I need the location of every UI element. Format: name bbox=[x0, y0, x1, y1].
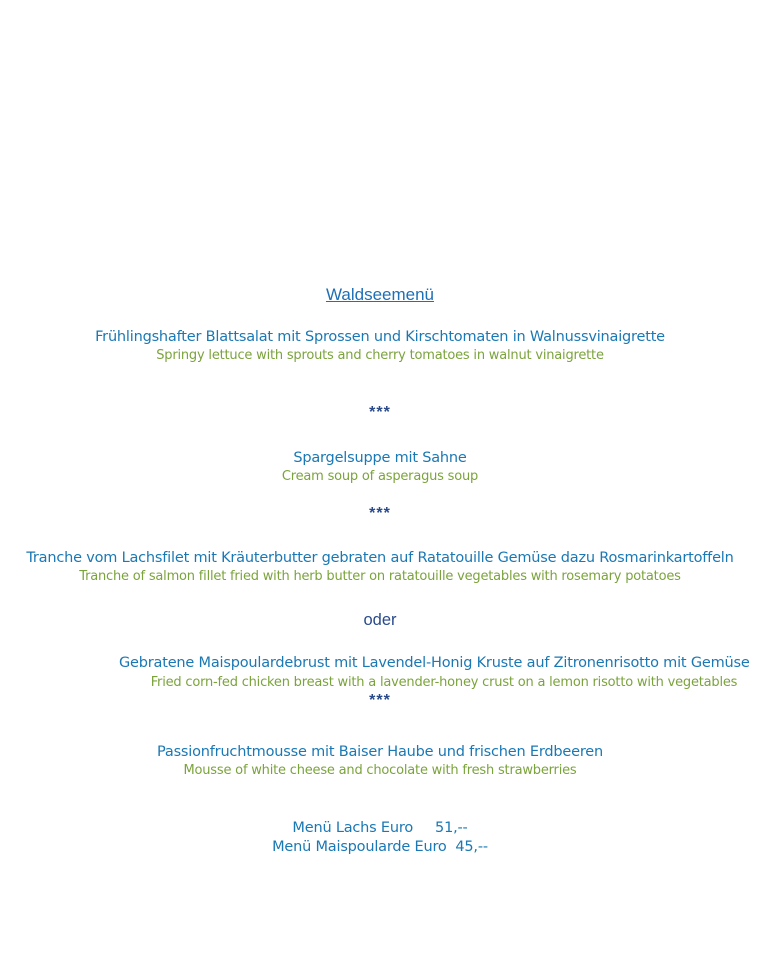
oder-divider: oder bbox=[363, 611, 397, 629]
course2-german: Spargelsuppe mit Sahne bbox=[293, 450, 467, 466]
price-maispoularde: Menü Maispoularde Euro 45,-- bbox=[272, 839, 488, 855]
course4-german: Passionfruchtmousse mit Baiser Haube und frischen Erdbeeren bbox=[157, 744, 603, 760]
menu-title: Waldseemenü bbox=[325, 285, 435, 304]
course3b-english: Fried corn-fed chicken breast with a lavender-honey crust on a lemon risotto with vegetables bbox=[150, 675, 738, 690]
course3a-english: Tranche of salmon fillet fried with herb butter on ratatouille vegetables with rosemary potatoes bbox=[79, 569, 681, 584]
separator-3: *** bbox=[369, 692, 391, 709]
course2-english: Cream soup of asperagus soup bbox=[281, 469, 479, 484]
course1-english: Springy lettuce with sprouts and cherry tomatoes in walnut vinaigrette bbox=[156, 348, 604, 363]
course3a-german: Tranche vom Lachsfilet mit Kräuterbutter gebraten auf Ratatouille Gemüse dazu Rosmarinkartoffeln bbox=[26, 550, 734, 566]
course3b-german: Gebratene Maispoulardebrust mit Lavendel-Honig Kruste auf Zitronenrisotto mit Gemüse bbox=[119, 655, 750, 671]
separator-2: *** bbox=[369, 505, 391, 522]
separator-1: *** bbox=[369, 404, 391, 421]
course4-english: Mousse of white cheese and chocolate with fresh strawberries bbox=[183, 763, 577, 778]
course1-german: Frühlingshafter Blattsalat mit Sprossen und Kirschtomaten in Walnussvinaigrette bbox=[95, 329, 665, 345]
price-lachs: Menü Lachs Euro 51,-- bbox=[292, 820, 468, 836]
